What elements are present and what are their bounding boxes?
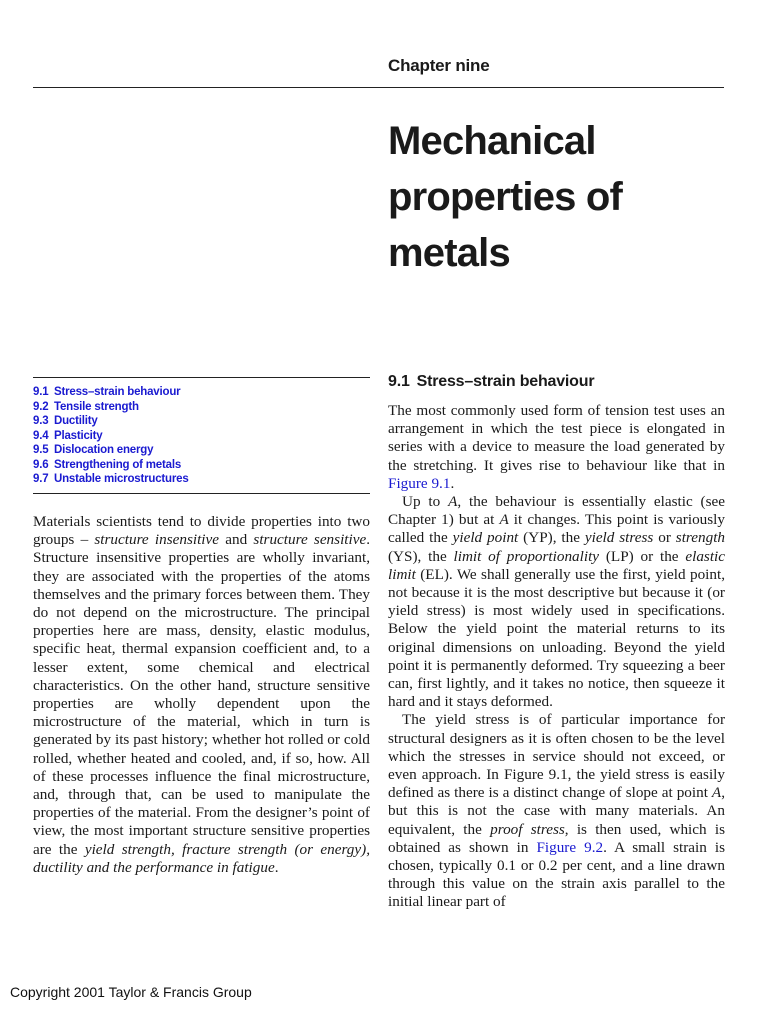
toc-item-label: Ductility bbox=[54, 415, 98, 427]
toc-item-number: 9.6 bbox=[33, 458, 49, 471]
toc-item-label: Unstable microstructures bbox=[54, 473, 189, 485]
toc-item-number: 9.3 bbox=[33, 415, 49, 427]
chapter-contents bbox=[33, 385, 370, 487]
section-body-column bbox=[388, 402, 725, 912]
toc-item-number: 9.1 bbox=[33, 386, 49, 398]
intro-column bbox=[33, 513, 370, 877]
chapter-title-line: properties of bbox=[388, 175, 623, 219]
body-paragraph: Up to A, the behaviour is essentially elastic (see Chapter 1) but at A it changes. This point is variously called the yield point (YP), the yield stress or strength (YS), the limit of proportionality (LP) or the elastic limit (EL). We shall generally use the first, yield point, not because it is the most descriptive but because it (or yield stress) is most widely used in specifications. Below the yield point the material returns to its original dimensions on unloading. Beyond the yield point it is permanently deformed. Try squeezing a beer can, first lightly, and it takes no notice, then squeeze it hard and it stays deformed. bbox=[388, 493, 726, 711]
figure-link[interactable]: Figure 9.2 bbox=[536, 838, 604, 856]
toc-item-number: 9.2 bbox=[33, 400, 49, 413]
toc-item[interactable] bbox=[33, 400, 370, 415]
toc-item-number: 9.5 bbox=[33, 444, 49, 456]
body-paragraph: The most commonly used form of tension test uses an arrangement in which the test piece is elongated in series with a device to measure the load generated by the stretching. It gives rise to behaviour like that in Figure 9.1. bbox=[388, 402, 725, 492]
toc-item-number: 9.7 bbox=[33, 473, 49, 485]
toc-item-label: Plasticity bbox=[54, 429, 103, 442]
toc-item[interactable] bbox=[33, 443, 370, 458]
toc-item[interactable] bbox=[33, 458, 370, 473]
figure-link[interactable]: Figure 9.1 bbox=[388, 474, 451, 492]
body-paragraph: The yield stress is of particular importance for structural designers as it is often chosen to be the level which the stresses in service should not exceed, or even approach. In Figure 9.1, the yield stress is easily defined as there is a distinct change of slope at point A, but this is not the case with many materials. An equivalent, the proof stress, is then used, which is obtained as shown in Figure 9.2. A small strain is chosen, typically 0.1 or 0.2 per cent, and a line drawn through this value on the strain axis parallel to the initial linear part of bbox=[388, 711, 726, 911]
chapter-title-line: Mechanical bbox=[388, 119, 596, 163]
toc-item[interactable] bbox=[33, 472, 370, 487]
toc-item[interactable] bbox=[33, 414, 370, 429]
toc-item-number: 9.4 bbox=[33, 429, 49, 442]
toc-item-label: Tensile strength bbox=[54, 400, 139, 413]
chapter-title bbox=[388, 113, 728, 281]
chapter-title-line: metals bbox=[388, 231, 510, 275]
toc-item-label: Strengthening of metals bbox=[54, 458, 182, 471]
copyright-footer: Copyright 2001 Taylor & Francis Group bbox=[10, 984, 252, 1000]
toc-item[interactable] bbox=[33, 429, 370, 444]
toc-item-label: Stress–strain behaviour bbox=[54, 386, 181, 398]
toc-item-label: Dislocation energy bbox=[54, 444, 154, 456]
intro-paragraph: Materials scientists tend to divide properties into two groups – structure insensitive and structure sensitive. Structure insensitive properties are wholly invariant, they are associated with the properties of the atoms themselves and the primary forces between them. They do not depend on the microstructure. The principal properties here are mass, density, elastic modulus, specific heat, thermal expansion coefficient and, to a lesser extent, some chemical and electrical characteristics. On the other hand, structure sensitive properties are wholly dependent upon the microstructure of the material, which in turn is generated by its past history; whether hot rolled or cold rolled, whether heated and cooled, and, if so, how. All of these processes influence the final microstructure, and, through that, can be used to manipulate the properties of the material. From the designer’s point of view, the most important structure sensitive properties are the yield strength, fracture strength (or energy), ductility and the performance in fatigue. bbox=[33, 513, 371, 876]
header-divider bbox=[33, 87, 724, 88]
toc-divider-top bbox=[33, 377, 370, 378]
section-title: Stress–strain behaviour bbox=[416, 373, 595, 390]
chapter-label: Chapter nine bbox=[388, 56, 490, 75]
toc-item[interactable] bbox=[33, 385, 370, 400]
section-heading bbox=[388, 373, 594, 391]
toc-divider-bottom bbox=[33, 493, 370, 494]
section-number: 9.1 bbox=[388, 373, 410, 390]
